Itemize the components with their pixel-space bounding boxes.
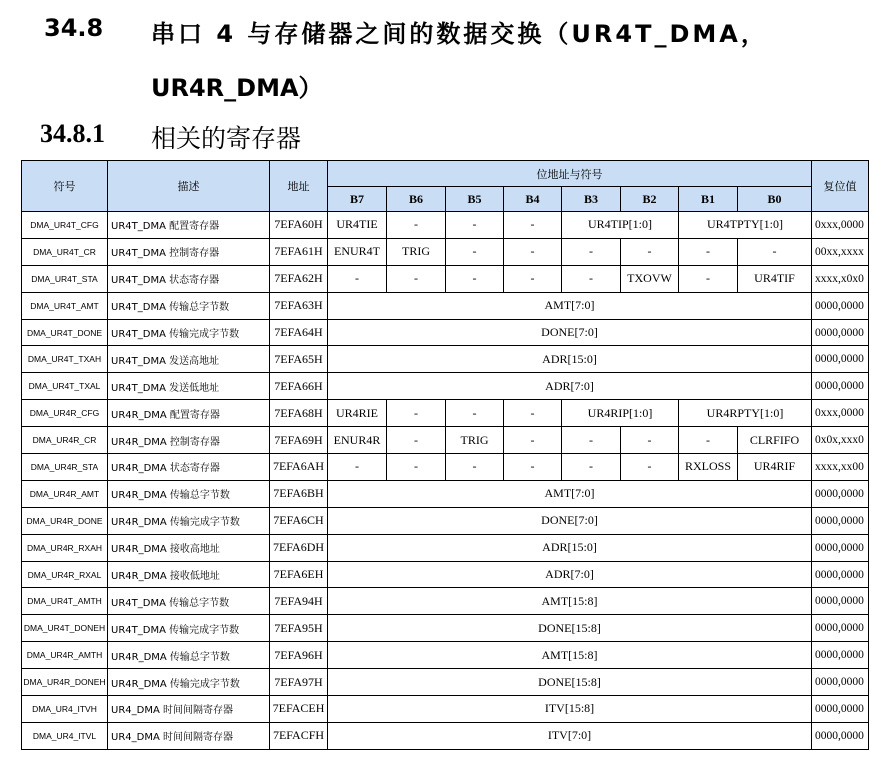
bit-field: ITV[15:8]	[328, 696, 812, 723]
bit-field: -	[328, 265, 387, 292]
bit-field: DONE[7:0]	[328, 319, 812, 346]
register-table-body	[22, 212, 869, 750]
table-row	[22, 480, 869, 507]
header-bit: B1	[679, 187, 738, 212]
bit-field: -	[504, 212, 562, 239]
register-description: UR4R_DMA 控制寄存器	[108, 427, 270, 454]
register-description: UR4R_DMA 传输总字节数	[108, 642, 270, 669]
bit-field: -	[504, 427, 562, 454]
register-address: 7EFA6DH	[270, 534, 328, 561]
bit-field: -	[679, 238, 738, 265]
header-bit-group: 位地址与符号	[328, 161, 812, 187]
table-row	[22, 346, 869, 373]
register-reset-value: 0000,0000	[812, 373, 869, 400]
register-reset-value: 0000,0000	[812, 507, 869, 534]
table-row	[22, 534, 869, 561]
register-description: UR4T_DMA 传输完成字节数	[108, 319, 270, 346]
register-symbol: DMA_UR4R_DONE	[22, 507, 108, 534]
register-reset-value: 0000,0000	[812, 319, 869, 346]
table-row	[22, 400, 869, 427]
bit-field: DONE[15:8]	[328, 669, 812, 696]
bit-field: -	[446, 238, 504, 265]
bit-field: -	[328, 454, 387, 481]
bit-field: -	[387, 454, 446, 481]
register-symbol: DMA_UR4R_AMT	[22, 480, 108, 507]
table-row	[22, 319, 869, 346]
bit-field: RXLOSS	[679, 454, 738, 481]
register-description: UR4T_DMA 传输完成字节数	[108, 615, 270, 642]
bit-field: -	[679, 265, 738, 292]
register-symbol: DMA_UR4R_RXAH	[22, 534, 108, 561]
section-title-line2: UR4R_DMA）	[151, 74, 323, 102]
register-reset-value: xxxx,x0x0	[812, 265, 869, 292]
bit-field: -	[562, 265, 621, 292]
bit-field: -	[562, 238, 621, 265]
register-symbol: DMA_UR4R_STA	[22, 454, 108, 481]
subsection-title: 相关的寄存器	[151, 124, 302, 153]
table-row	[22, 265, 869, 292]
bit-field: -	[562, 454, 621, 481]
bit-field: -	[387, 265, 446, 292]
bit-field: UR4TIE	[328, 212, 387, 239]
bit-field: -	[446, 400, 504, 427]
header-bit: B6	[387, 187, 446, 212]
register-address: 7EFA6EH	[270, 561, 328, 588]
bit-field: TXOVW	[621, 265, 679, 292]
register-symbol: DMA_UR4T_CR	[22, 238, 108, 265]
register-address: 7EFA65H	[270, 346, 328, 373]
register-address: 7EFA6BH	[270, 480, 328, 507]
register-symbol: DMA_UR4R_CR	[22, 427, 108, 454]
register-address: 7EFACEH	[270, 696, 328, 723]
register-table	[21, 160, 869, 750]
register-description: UR4T_DMA 配置寄存器	[108, 212, 270, 239]
register-address: 7EFA95H	[270, 615, 328, 642]
register-reset-value: 0000,0000	[812, 642, 869, 669]
table-row	[22, 212, 869, 239]
header-bit: B4	[504, 187, 562, 212]
bit-field: TRIG	[446, 427, 504, 454]
bit-field: ADR[15:0]	[328, 534, 812, 561]
register-reset-value: 0000,0000	[812, 615, 869, 642]
bit-field: -	[504, 400, 562, 427]
bit-field: -	[446, 265, 504, 292]
table-row	[22, 427, 869, 454]
header-bit: B2	[621, 187, 679, 212]
register-symbol: DMA_UR4T_AMT	[22, 292, 108, 319]
register-reset-value: 0xxx,0000	[812, 212, 869, 239]
register-address: 7EFA6CH	[270, 507, 328, 534]
bit-field: -	[387, 212, 446, 239]
bit-field: ENUR4R	[328, 427, 387, 454]
table-row	[22, 696, 869, 723]
bit-field: AMT[15:8]	[328, 642, 812, 669]
register-symbol: DMA_UR4_ITVL	[22, 722, 108, 749]
bit-field: -	[621, 238, 679, 265]
header-description: 描述	[108, 161, 270, 212]
bit-field: DONE[15:8]	[328, 615, 812, 642]
register-description: UR4R_DMA 传输完成字节数	[108, 669, 270, 696]
register-address: 7EFA96H	[270, 642, 328, 669]
register-address: 7EFA60H	[270, 212, 328, 239]
register-symbol: DMA_UR4R_AMTH	[22, 642, 108, 669]
header-bit: B0	[738, 187, 812, 212]
bit-field: ADR[7:0]	[328, 561, 812, 588]
table-row	[22, 669, 869, 696]
table-row	[22, 507, 869, 534]
register-description: UR4_DMA 时间间隔寄存器	[108, 722, 270, 749]
bit-field: AMT[7:0]	[328, 292, 812, 319]
bit-field: UR4RIP[1:0]	[562, 400, 679, 427]
register-reset-value: 00xx,xxxx	[812, 238, 869, 265]
register-description: UR4R_DMA 接收低地址	[108, 561, 270, 588]
bit-field: UR4TIP[1:0]	[562, 212, 679, 239]
header-reset: 复位值	[812, 161, 869, 212]
register-description: UR4T_DMA 控制寄存器	[108, 238, 270, 265]
bit-field: -	[679, 427, 738, 454]
register-description: UR4T_DMA 发送低地址	[108, 373, 270, 400]
register-reset-value: 0000,0000	[812, 722, 869, 749]
bit-field: -	[504, 265, 562, 292]
register-description: UR4_DMA 时间间隔寄存器	[108, 696, 270, 723]
register-reset-value: 0xxx,0000	[812, 400, 869, 427]
register-description: UR4R_DMA 传输完成字节数	[108, 507, 270, 534]
register-symbol: DMA_UR4_ITVH	[22, 696, 108, 723]
register-reset-value: 0000,0000	[812, 292, 869, 319]
bit-field: -	[387, 427, 446, 454]
register-symbol: DMA_UR4R_DONEH	[22, 669, 108, 696]
register-symbol: DMA_UR4R_RXAL	[22, 561, 108, 588]
table-row	[22, 722, 869, 749]
bit-field: -	[562, 427, 621, 454]
section-number: 34.8	[44, 14, 104, 42]
bit-field: UR4RPTY[1:0]	[679, 400, 812, 427]
table-row	[22, 615, 869, 642]
register-address: 7EFA97H	[270, 669, 328, 696]
register-symbol: DMA_UR4T_DONEH	[22, 615, 108, 642]
register-symbol: DMA_UR4T_STA	[22, 265, 108, 292]
section-title-line1: 串口 4 与存储器之间的数据交换（UR4T_DMA，	[151, 20, 768, 48]
register-address: 7EFA94H	[270, 588, 328, 615]
register-address: 7EFA68H	[270, 400, 328, 427]
bit-field: -	[504, 454, 562, 481]
register-description: UR4R_DMA 传输总字节数	[108, 480, 270, 507]
register-address: 7EFA61H	[270, 238, 328, 265]
table-row	[22, 561, 869, 588]
bit-field: UR4TIF	[738, 265, 812, 292]
bit-field: -	[621, 454, 679, 481]
bit-field: TRIG	[387, 238, 446, 265]
bit-field: -	[387, 400, 446, 427]
register-reset-value: 0000,0000	[812, 588, 869, 615]
bit-field: DONE[7:0]	[328, 507, 812, 534]
register-description: UR4T_DMA 传输总字节数	[108, 588, 270, 615]
register-reset-value: 0000,0000	[812, 669, 869, 696]
bit-field: -	[446, 454, 504, 481]
bit-field: -	[446, 212, 504, 239]
register-reset-value: 0000,0000	[812, 534, 869, 561]
bit-field: ITV[7:0]	[328, 722, 812, 749]
register-description: UR4R_DMA 配置寄存器	[108, 400, 270, 427]
header-address: 地址	[270, 161, 328, 212]
bit-field: AMT[15:8]	[328, 588, 812, 615]
register-description: UR4R_DMA 状态寄存器	[108, 454, 270, 481]
bit-field: CLRFIFO	[738, 427, 812, 454]
register-symbol: DMA_UR4T_CFG	[22, 212, 108, 239]
register-symbol: DMA_UR4T_TXAH	[22, 346, 108, 373]
register-address: 7EFA63H	[270, 292, 328, 319]
register-symbol: DMA_UR4T_AMTH	[22, 588, 108, 615]
subsection-number: 34.8.1	[40, 119, 105, 148]
header-symbol: 符号	[22, 161, 108, 212]
bit-field: ADR[15:0]	[328, 346, 812, 373]
table-row	[22, 238, 869, 265]
bit-field: ADR[7:0]	[328, 373, 812, 400]
register-reset-value: 0000,0000	[812, 696, 869, 723]
register-address: 7EFA6AH	[270, 454, 328, 481]
header-bit: B3	[562, 187, 621, 212]
register-address: 7EFA64H	[270, 319, 328, 346]
register-reset-value: xxxx,xx00	[812, 454, 869, 481]
bit-field: -	[738, 238, 812, 265]
table-row	[22, 588, 869, 615]
register-address: 7EFA66H	[270, 373, 328, 400]
header-bit: B7	[328, 187, 387, 212]
register-reset-value: 0000,0000	[812, 346, 869, 373]
table-row	[22, 292, 869, 319]
register-description: UR4T_DMA 发送高地址	[108, 346, 270, 373]
bit-field: UR4TPTY[1:0]	[679, 212, 812, 239]
bit-field: UR4RIF	[738, 454, 812, 481]
register-symbol: DMA_UR4T_DONE	[22, 319, 108, 346]
register-description: UR4T_DMA 状态寄存器	[108, 265, 270, 292]
register-reset-value: 0000,0000	[812, 480, 869, 507]
register-symbol: DMA_UR4T_TXAL	[22, 373, 108, 400]
register-reset-value: 0000,0000	[812, 561, 869, 588]
register-description: UR4T_DMA 传输总字节数	[108, 292, 270, 319]
table-row	[22, 373, 869, 400]
table-row	[22, 454, 869, 481]
register-symbol: DMA_UR4R_CFG	[22, 400, 108, 427]
bit-field: -	[621, 427, 679, 454]
register-reset-value: 0x0x,xxx0	[812, 427, 869, 454]
table-row	[22, 642, 869, 669]
header-bit: B5	[446, 187, 504, 212]
bit-field: -	[504, 238, 562, 265]
register-address: 7EFACFH	[270, 722, 328, 749]
register-address: 7EFA62H	[270, 265, 328, 292]
bit-field: ENUR4T	[328, 238, 387, 265]
register-description: UR4R_DMA 接收高地址	[108, 534, 270, 561]
register-address: 7EFA69H	[270, 427, 328, 454]
bit-field: UR4RIE	[328, 400, 387, 427]
bit-field: AMT[7:0]	[328, 480, 812, 507]
